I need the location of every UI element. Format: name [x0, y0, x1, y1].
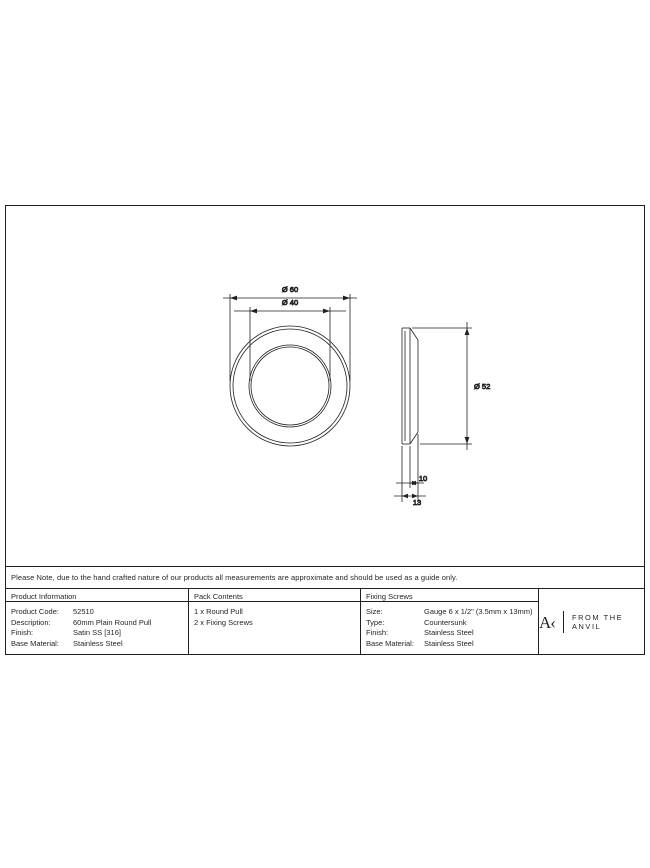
table-row: [366, 639, 538, 650]
dimension-side-diameter: [412, 322, 472, 450]
dimension-outer-diameter: [223, 294, 357, 381]
specification-table: [6, 589, 644, 655]
finish-label: Finish:: [11, 628, 34, 637]
product-information-column: [6, 589, 189, 655]
product-information-heading: Product Information: [6, 589, 188, 602]
screw-finish-value: Stainless Steel: [424, 628, 474, 637]
pack-contents-body: [189, 602, 360, 628]
brand-logo: [539, 589, 644, 655]
brand-name: FROM THE ANVIL: [571, 613, 624, 631]
base-material-label: Base Material:: [11, 638, 59, 648]
drawing-area: [6, 206, 644, 566]
fixing-screws-body: [361, 602, 538, 649]
dim-inner-label: Ø 40: [281, 298, 299, 307]
side-view-profile: [402, 328, 418, 444]
screw-finish-label: Finish:: [366, 628, 389, 637]
description-value: 60mm Plain Round Pull: [73, 617, 152, 627]
technical-drawing-sheet: [5, 205, 645, 655]
dim-depth-outer-label: 13: [412, 498, 422, 507]
dim-depth-inner-label: 10: [418, 474, 428, 483]
screw-base-material-label: Base Material:: [366, 638, 414, 648]
screw-size-value: Gauge 6 x 1/2" (3.5mm x 13mm): [424, 607, 533, 616]
drawing-svg: [6, 206, 644, 566]
table-row: [11, 628, 188, 639]
screw-type-value: Countersunk: [424, 617, 467, 627]
screw-type-label: Type:: [366, 617, 385, 627]
table-row: [11, 639, 188, 650]
screw-size-label: Size:: [366, 607, 383, 616]
brand-column: [539, 589, 644, 655]
fixing-screws-column: [361, 589, 539, 655]
list-item: 2 x Fixing Screws: [194, 617, 253, 627]
pack-contents-column: [189, 589, 361, 655]
pack-contents-heading: Pack Contents: [189, 589, 360, 602]
dim-outer-label: Ø 60: [281, 285, 299, 294]
base-material-value: Stainless Steel: [73, 638, 123, 648]
finish-value: Satin SS [316]: [73, 628, 121, 637]
table-row: [366, 618, 538, 629]
measurement-note: Please Note, due to the hand crafted nature of our products all measurements are approximate and should be used as a guide only.: [11, 573, 458, 582]
table-row: [11, 607, 188, 618]
dim-side-diameter-label: Ø 52: [474, 382, 491, 391]
table-row: [11, 618, 188, 629]
product-code-label: Product Code:: [11, 607, 59, 616]
product-information-body: [6, 602, 188, 649]
description-label: Description:: [11, 617, 51, 627]
list-item: 1 x Round Pull: [194, 607, 243, 616]
fixing-screws-heading: Fixing Screws: [361, 589, 538, 602]
table-row: [366, 628, 538, 639]
table-row: [366, 607, 538, 618]
anvil-mark-icon: A‹: [539, 611, 564, 633]
screw-base-material-value: Stainless Steel: [424, 638, 474, 648]
product-code-value: 52510: [73, 607, 94, 616]
dimension-inner-diameter: [234, 307, 346, 381]
measurement-note-row: [6, 566, 644, 589]
front-view-circles: [230, 326, 350, 446]
